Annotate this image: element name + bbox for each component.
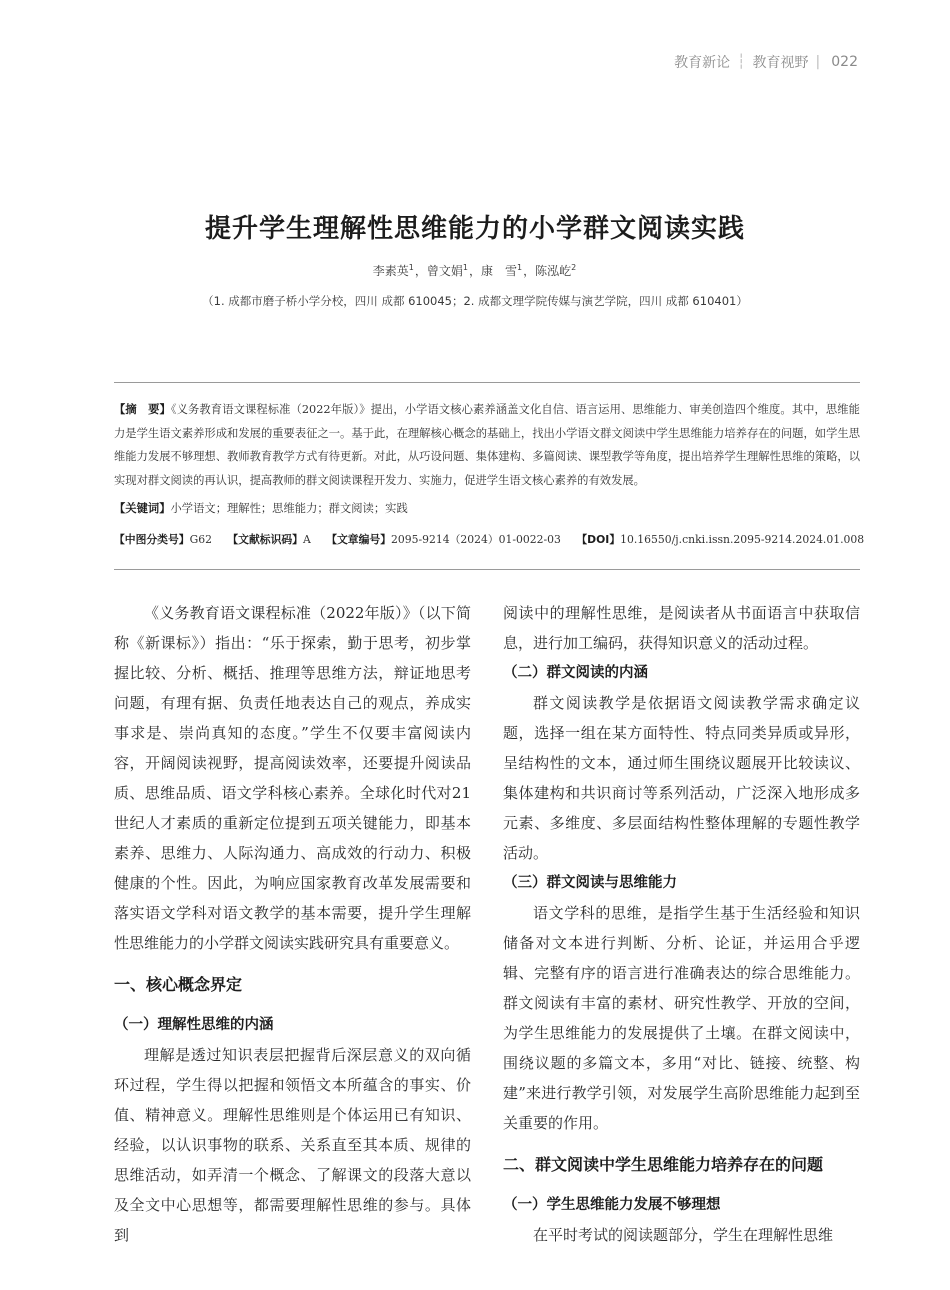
keywords-block <box>114 500 860 516</box>
author-name: 陈泓屹 <box>535 264 572 278</box>
continued-paragraph: 阅读中的理解性思维，是阅读者从书面语言中获取信息，进行加工编码，获得知识意义的活动过程。 <box>503 604 860 652</box>
section-heading-2: 二、群文阅读中学生思维能力培养存在的问题 <box>503 1155 824 1174</box>
keywords-label: 【关键词】 <box>114 502 171 515</box>
paragraph-reading-thinking: 语文学科的思维，是指学生基于生活经验和知识储备对文本进行判断、分析、论证，并运用合乎逻辑、完整有序的语言进行准确表达的综合思维能力。群文阅读有丰富的素材、研究性教学、开放的空间，为学生思维能力的发展提供了土壤。在群文阅读中，围绕议题的多篇文本，多用“对比、链接、统整、构建”来进行教学引领，对发展学生高阶思维能力起到至关重要的作用。 <box>503 904 860 1132</box>
abstract-block <box>114 398 860 492</box>
journal-name: 教育新论 <box>674 55 731 71</box>
affiliations: （1. 成都市磨子桥小学分校，四川 成都 610045；2. 成都文理学院传媒与演艺学院，四川 成都 610401） <box>202 294 748 308</box>
body-column-right <box>503 598 860 1250</box>
running-header <box>674 52 858 72</box>
page-number: 022 <box>831 54 858 70</box>
classification-line <box>114 532 874 547</box>
top-divider <box>114 382 860 383</box>
article-number-label: 【文章编号】 <box>326 533 391 546</box>
author-name: 李素英 <box>372 264 409 278</box>
doi-label: 【DOI】 <box>576 533 621 546</box>
clc-value: G62 <box>189 533 212 546</box>
paragraph-group-reading: 群文阅读教学是依据语文阅读教学需求确定议题，选择一组在某方面特性、特点同类异质或异形，呈结构性的文本，通过师生围绕议题展开比较读议、集体建构和共识商讨等系列活动，广泛深入地形成多元素、多维度、多层面结构性整体理解的专题性教学活动。 <box>503 694 860 862</box>
author-affil-mark: 1 <box>517 263 523 272</box>
paragraph-student-thinking: 在平时考试的阅读题部分，学生在理解性思维 <box>533 1226 834 1244</box>
header-divider: ┆ <box>737 54 746 70</box>
abstract-text: 《义务教育语文课程标准（2022年版）》提出，小学语文核心素养涵盖文化自信、语言运用、思维能力、审美创造四个维度。其中，思维能力是学生语文素养形成和发展的重要表征之一。基于此，在理解核心概念的基础上，找出小学语文群文阅读中学生思维能力培养存在的问题，如学生思维能力发展不够理想、教师教育教学方式有待更新。对此，从巧设问题、集体建构、多篇阅读、课型教学等角度，提出培养学生理解性思维的策略，以实现对群文阅读的再认识，提高教师的群文阅读课程开发力、实施力，促进学生语文核心素养的有效发展。 <box>114 403 860 487</box>
author-affil-mark: 2 <box>571 263 577 272</box>
author-list: 李素英$^1$，曾文娟$^1$，康 雪$^1$，陈泓屹$^2$ <box>372 263 577 278</box>
section-name: 教育视野 <box>752 55 809 71</box>
bottom-divider <box>114 569 860 570</box>
body-column-left <box>114 598 471 1250</box>
keywords-text: 小学语文；理解性；思维能力；群文阅读；实践 <box>170 502 408 515</box>
clc-label: 【中图分类号】 <box>114 533 190 546</box>
subheading-understanding: （一）理解性思维的内涵 <box>114 1017 274 1033</box>
subheading-student-thinking: （一）学生思维能力发展不够理想 <box>503 1197 721 1213</box>
subheading-group-reading: （二）群文阅读的内涵 <box>503 665 648 681</box>
author-name: 曾文娟 <box>426 264 463 278</box>
intro-paragraph: 《义务教育语文课程标准（2022年版）》（以下简称《新课标》）指出：“乐于探索，勤于思考，初步掌握比较、分析、概括、推理等思维方法，辩证地思考问题，有理有据、负责任地表达自己的观点，养成实事求是、崇尚真知的态度。”学生不仅要丰富阅读内容，开阔阅读视野，提高阅读效率，还要提升阅读品质、思维品质、语文学科核心素养。全球化时代对21世纪人才素质的重新定位提到五项关键能力，即基本素养、思维力、人际沟通力、高成效的行动力、积极健康的个性。因此，为响应国家教育改革发展需要和落实语文学科对语文教学的基本需要，提升学生理解性思维能力的小学群文阅读实践研究具有重要意义。 <box>114 604 471 952</box>
author-affil-mark: 1 <box>408 263 414 272</box>
header-divider: | <box>815 54 821 70</box>
author-affil-mark: 1 <box>462 263 468 272</box>
subheading-reading-thinking: （三）群文阅读与思维能力 <box>503 875 677 891</box>
article-title: 提升学生理解性思维能力的小学群文阅读实践 <box>204 214 745 244</box>
section-heading-1: 一、核心概念界定 <box>114 975 243 994</box>
doi-value: 10.16550/j.cnki.issn.2095-9214.2024.01.008 <box>620 533 865 546</box>
doc-code-label: 【文献标识码】 <box>227 533 303 546</box>
author-name: 康 雪 <box>481 264 518 278</box>
abstract-label: 【摘 要】 <box>114 403 171 416</box>
doc-code-value: A <box>302 533 311 546</box>
article-number-value: 2095-9214（2024）01-0022-03 <box>391 533 561 546</box>
paragraph-understanding: 理解是透过知识表层把握背后深层意义的双向循环过程，学生得以把握和领悟文本所蕴含的事实、价值、精神意义。理解性思维则是个体运用已有知识、经验，以认识事物的联系、关系直至其本质、规律的思维活动，如弄清一个概念、了解课文的段落大意以及全文中心思想等，都需要理解性思维的参与。具体到 <box>114 1046 471 1244</box>
